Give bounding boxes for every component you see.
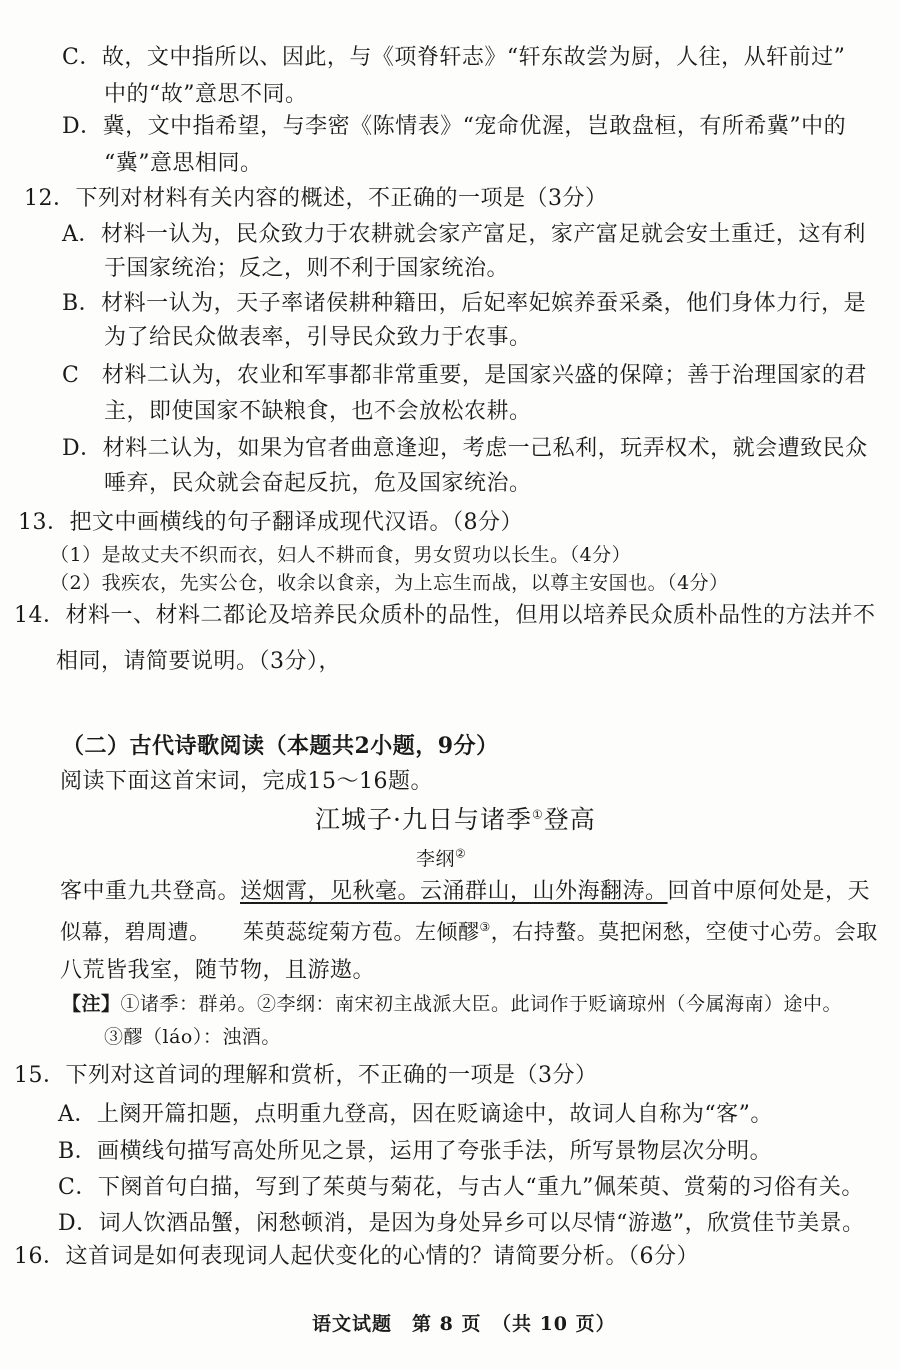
q13-stem: 13．把文中画横线的句子翻译成现代汉语。（8分） (18, 510, 523, 535)
q15-option-b: B．画横线句描写高处所见之景，运用了夸张手法，所写景物层次分明。 (58, 1139, 773, 1164)
q12-stem: 12．下列对材料有关内容的概述，不正确的一项是（3分） (24, 186, 608, 211)
poem-line-1-end: 回首中原何处是，天 (667, 879, 871, 904)
q11-option-d-line2: “冀”意思相同。 (104, 151, 263, 176)
poem-author (416, 844, 466, 874)
q11-option-c-line1: C．故，文中指所以、因此，与《项脊轩志》“轩东故尝为厨，人往，从轩前过” (62, 45, 846, 70)
poem-notes-label: 【注】 (62, 993, 121, 1015)
poem-notes-line2: ③醪（láo）：浊酒。 (104, 1026, 281, 1048)
q12-option-b-line1: B．材料一认为，天子率诸侯耕种籍田，后妃率妃嫔养蚕采桑，他们身体力行，是 (62, 291, 867, 316)
q14-stem-line1: 14．材料一、材料二都论及培养民众质朴的品性，但用以培养民众质朴品性的方法并不 (14, 603, 876, 628)
poem-line-2-end: ，右持螯。莫把闲愁，空使寸心劳。会取 (490, 920, 878, 944)
q12-option-b-line2: 为了给民众做表率，引导民众致力于农事。 (104, 325, 532, 350)
poem-title (315, 805, 596, 835)
poem-line-1 (60, 877, 870, 907)
q13-sentence-2: （2）我疾农，先实公仓，收余以食亲，为上忘生而战，以尊主安国也。（4分） (50, 572, 729, 594)
poem-notes-line1 (62, 989, 842, 1019)
q12-option-d-line2: 唾弃，民众就会奋起反抗，危及国家统治。 (104, 471, 532, 496)
poem-underlined-phrase-2: 云涌群山，山外海翻涛。 (420, 879, 668, 904)
q12-option-c-line2: 主，即使国家不缺粮食，也不会放松农耕。 (104, 399, 532, 424)
poem-notes-text-1: ①诸季：群弟。②李纲：南宋初主战派大臣。此词作于贬谪琼州（今属海南）途中。 (120, 993, 843, 1015)
q13-sentence-1: （1）是故丈夫不织而衣，妇人不耕而食，男女贸功以长生。（4分） (50, 544, 632, 566)
q12-option-d-line1: D．材料二认为，如果为官者曲意逢迎，考虑一己私利，玩弄权术，就会遭致民众 (62, 436, 868, 461)
poem-author-footnote-mark: ② (455, 846, 467, 861)
poem-title-footnote-mark: ① (531, 807, 544, 822)
q12-option-a-line1: A．材料一认为，民众致力于农耕就会家产富足，家产富足就会安土重迁，这有利 (62, 222, 866, 247)
q15-option-c: C．下阕首句白描，写到了茱萸与菊花，与古人“重九”佩茱萸、赏菊的习俗有关。 (58, 1175, 864, 1200)
q16-stem: 16．这首词是如何表现词人起伏变化的心情的？请简要分析。（6分） (14, 1244, 699, 1269)
poem-line-2-start: 似幕，碧周遭。 茱萸蕊绽菊方苞。左倾醪 (60, 920, 480, 944)
poem-author-name: 李纲 (416, 848, 456, 870)
q15-option-d: D．词人饮酒品蟹，闲愁顿消，是因为身处异乡可以尽情“游遨”，欣赏佳节美景。 (58, 1211, 865, 1236)
q11-option-c-line2: 中的“故”意思不同。 (104, 82, 308, 107)
poem-line-2 (60, 917, 878, 947)
q14-stem-line2: 相同，请简要说明。（3分）， (56, 649, 341, 674)
poem-line-2-footnote-mark: ③ (479, 920, 491, 934)
poem-title-main: 江城子·九日与诸季 (315, 805, 532, 834)
q15-stem: 15．下列对这首词的理解和赏析，不正确的一项是（3分） (14, 1063, 598, 1088)
q11-option-d-line1: D．冀，文中指希望，与李密《陈情表》“宠命优渥，岂敢盘桓，有所希冀”中的 (62, 114, 847, 139)
poem-line-1-start: 客中重九共登高。 (60, 879, 241, 904)
poem-underlined-phrase-1: 送烟霄，见秋毫。 (240, 879, 421, 904)
q15-option-a: A．上阕开篇扣题，点明重九登高，因在贬谪途中，故词人自称为“客”。 (58, 1102, 773, 1127)
q12-option-a-line2: 于国家统治；反之，则不利于国家统治。 (104, 256, 510, 281)
page-footer: 语文试题 第 8 页 （共 10 页） (312, 1313, 616, 1335)
poem-line-3: 八荒皆我室，随节物，且游遨。 (60, 958, 376, 983)
q12-option-c-line1: C 材料二认为，农业和军事都非常重要，是国家兴盛的保障；善于治理国家的君 (62, 363, 867, 388)
poem-title-tail: 登高 (543, 805, 596, 834)
section-instruction: 阅读下面这首宋词，完成15～16题。 (60, 769, 433, 794)
section-heading: （二）古代诗歌阅读（本题共2小题，9分） (62, 733, 499, 759)
